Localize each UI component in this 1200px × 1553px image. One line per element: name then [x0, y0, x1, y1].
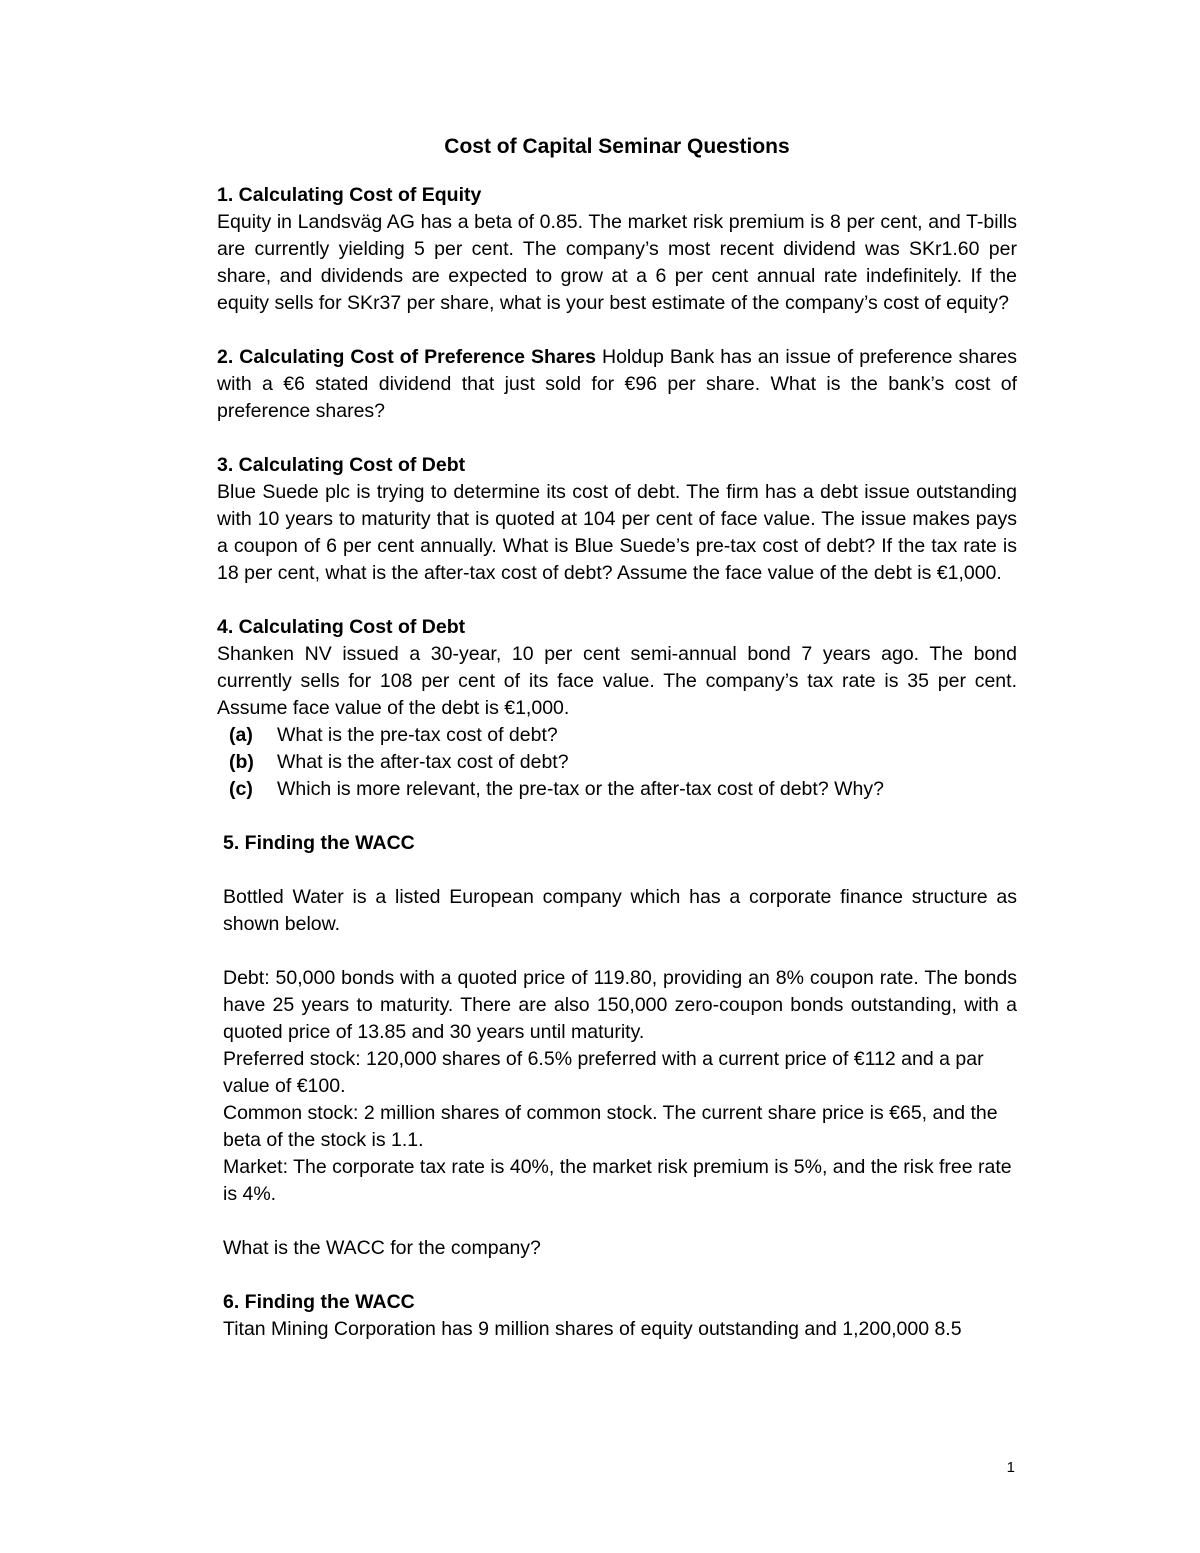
question-3 [217, 452, 1017, 587]
question-6-body: Titan Mining Corporation has 9 million shares of equity outstanding and 1,200,000 8.5 [223, 1318, 962, 1340]
list-item [217, 749, 1017, 776]
list-item [217, 776, 1017, 803]
document-content [217, 132, 1017, 1343]
subpart-letter: (a) [229, 724, 253, 746]
subpart-letter: (c) [229, 778, 253, 800]
question-5-preferred: Preferred stock: 120,000 shares of 6.5% preferred with a current price of €112 and a par value of €100. [223, 1048, 984, 1097]
page-title: Cost of Capital Seminar Questions [444, 135, 790, 158]
subpart-text: Which is more relevant, the pre-tax or the after-tax cost of debt? Why? [277, 778, 884, 800]
question-4-heading: 4. Calculating Cost of Debt [217, 616, 466, 638]
question-3-body: Blue Suede plc is trying to determine its cost of debt. The firm has a debt issue outstanding with 10 years to maturity that is quoted at 104 per cent of face value. The issue makes pays a coupon of 6 per cent annually. What is Blue Suede’s pre-tax cost of debt? If the tax rate is 18 per cent, what is the after-tax cost of debt? Assume the face value of the debt is €1,000. [217, 481, 1017, 584]
question-6-heading: 6. Finding the WACC [223, 1291, 415, 1313]
page-number: 1 [1006, 1459, 1015, 1476]
question-2 [217, 344, 1017, 425]
question-4 [217, 614, 1017, 803]
question-5-debt: Debt: 50,000 bonds with a quoted price of 119.80, providing an 8% coupon rate. The bonds have 25 years to maturity. There are also 150,000 zero-coupon bonds outstanding, with a quoted price of 13.85 and 30 years until maturity. [223, 967, 1017, 1043]
question-1 [217, 182, 1017, 317]
subpart-text: What is the pre-tax cost of debt? [277, 724, 558, 746]
list-item [217, 722, 1017, 749]
subpart-text: What is the after-tax cost of debt? [277, 751, 569, 773]
question-1-body: Equity in Landsväg AG has a beta of 0.85. The market risk premium is 8 per cent, and T-bills are currently yielding 5 per cent. The company’s most recent dividend was SKr1.60 per share, and dividends are expected to grow at a 6 per cent annual rate indefinitely. If the equity sells for SKr37 per share, what is your best estimate of the company’s cost of equity? [217, 211, 1017, 314]
question-5 [217, 830, 1017, 1262]
question-2-heading: 2. Calculating Cost of Preference Shares [217, 346, 596, 368]
question-2-body: Holdup Bank has an issue of preference shares with a €6 stated dividend that just sold for €96 per share. What is the bank’s cost of preference shares? [217, 346, 1017, 422]
question-6 [217, 1289, 1017, 1343]
question-4-subparts [217, 722, 1017, 803]
question-5-common: Common stock: 2 million shares of common stock. The current share price is €65, and the beta of the stock is 1.1. [223, 1102, 998, 1151]
question-5-heading: 5. Finding the WACC [223, 832, 415, 854]
question-5-question: What is the WACC for the company? [223, 1237, 541, 1259]
question-5-intro: Bottled Water is a listed European company which has a corporate finance structure as shown below. [223, 886, 1017, 935]
subpart-letter: (b) [229, 751, 254, 773]
question-5-market: Market: The corporate tax rate is 40%, the market risk premium is 5%, and the risk free rate is 4%. [223, 1156, 1012, 1205]
question-1-heading: 1. Calculating Cost of Equity [217, 184, 482, 206]
question-4-body: Shanken NV issued a 30-year, 10 per cent semi-annual bond 7 years ago. The bond currently sells for 108 per cent of its face value. The company’s tax rate is 35 per cent. Assume face value of the debt is €1,000. [217, 643, 1017, 719]
question-3-heading: 3. Calculating Cost of Debt [217, 454, 466, 476]
